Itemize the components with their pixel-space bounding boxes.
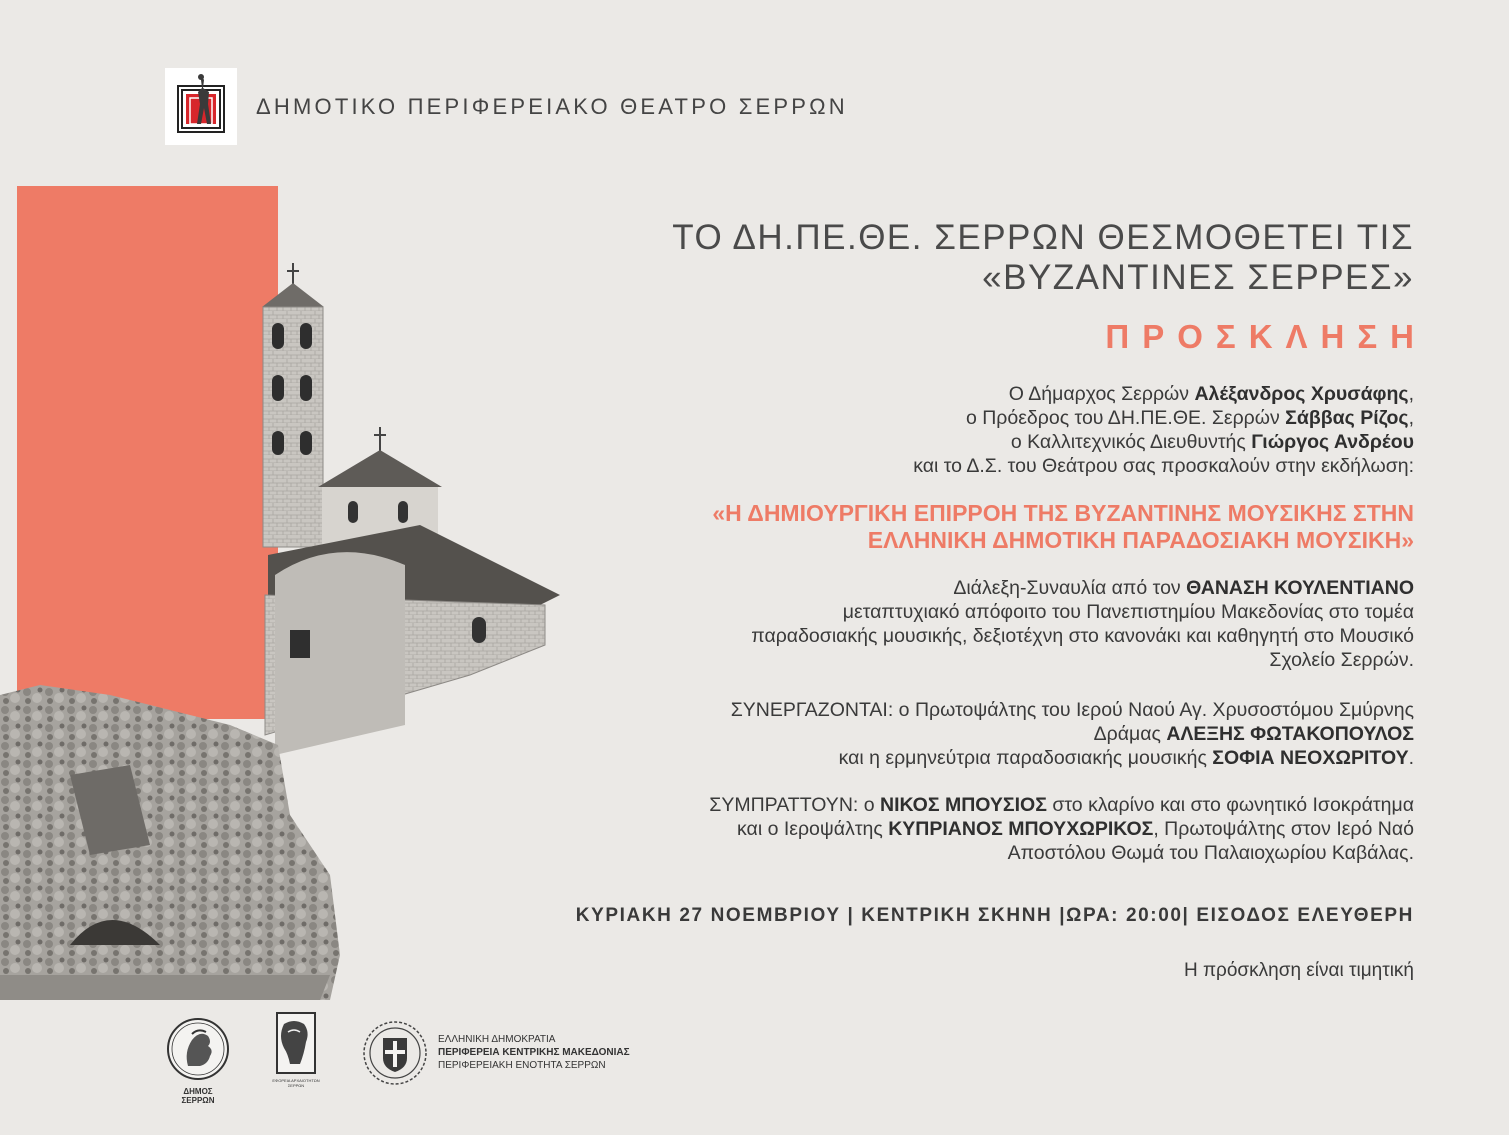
- greek-republic-emblem-icon: [362, 1020, 428, 1086]
- theatre-logo: [165, 68, 237, 145]
- director-name: Γιώργος Ανδρέου: [1251, 431, 1414, 453]
- region-text: [438, 1033, 630, 1072]
- hosts-text: Ο Δήμαρχος Σερρών: [1008, 383, 1195, 405]
- hosts-text: ο Καλλιτεχνικός Διευθυντής: [1010, 431, 1252, 453]
- honorary-note: Η πρόσκληση είναι τιμητική: [1183, 960, 1414, 981]
- event-title-line-2: ΕΛΛΗΝΙΚΗ ΔΗΜΟΤΙΚΗ ΠΑΡΑΔΟΣΙΑΚΗ ΜΟΥΣΙΚΗ»: [867, 527, 1414, 553]
- lecture-paragraph: [751, 576, 1414, 672]
- hosts-paragraph: [913, 382, 1414, 478]
- partners-text: στο κλαρίνο και στο φωνητικό Ισοκράτημα: [1046, 794, 1414, 816]
- president-name: Σάββας Ρίζος: [1285, 407, 1409, 429]
- lecturer-name: ΘΑΝΑΣΗ ΚΟΥΛΕΝΤΙΑΝΟ: [1186, 577, 1414, 599]
- hosts-line-1: [913, 382, 1414, 406]
- lecture-line-2: μεταπτυχιακό απόφοιτο του Πανεπιστημίου Μακεδονίας στο τομέα: [842, 601, 1414, 623]
- collab-text: και η ερμηνεύτρια παραδοσιακής μουσικής: [838, 747, 1213, 769]
- lecture-line-4: Σχολείο Σερρών.: [1269, 649, 1414, 671]
- lecture-text: Διάλεξη-Συναυλία από τον: [953, 577, 1187, 599]
- ephorate-label-line-1: ΕΦΟΡΕΙΑ ΑΡΧΑΙΟΤΗΤΩΝ: [272, 1078, 320, 1083]
- theatre-logo-mark: [165, 68, 237, 145]
- partners-text: , Πρωτοψάλτης στον Ιερό Ναό: [1153, 818, 1414, 840]
- event-title-line-1: «Η ΔΗΜΙΟΥΡΓΙΚΗ ΕΠΙΡΡΟΗ ΤΗΣ ΒΥΖΑΝΤΙΝΗΣ ΜΟΥΣΙΚΗΣ ΣΤΗΝ: [712, 500, 1414, 526]
- partners-line-3: Αποστόλου Θωμά του Παλαιοχωρίου Καβάλας.: [1007, 842, 1414, 864]
- hosts-text: ,: [1408, 407, 1414, 429]
- church-and-ruins-image: [0, 255, 570, 1015]
- partner-name-1: ΝΙΚΟΣ ΜΠΟΥΣΙΟΣ: [880, 794, 1047, 816]
- theatre-name: ΔΗΜΟΤΙΚΟ ΠΕΡΙΦΕΡΕΙΑΚΟ ΘΕΑΤΡΟ ΣΕΡΡΩΝ: [256, 94, 848, 119]
- heading-line-1: ΤΟ ΔΗ.ΠΕ.ΘΕ. ΣΕΡΡΩΝ ΘΕΣΜΟΘΕΤΕΙ ΤΙΣ: [672, 218, 1414, 257]
- collab-text: Δράμας: [1093, 723, 1167, 745]
- invitation-title: ΠΡΟΣΚΛΗΣΗ: [1105, 318, 1427, 355]
- hosts-line-3: [913, 430, 1414, 454]
- partners-text: και ο Ιεροψάλτης: [737, 818, 889, 840]
- partners-line-2: [709, 817, 1414, 841]
- ephorate-label-line-2: ΣΕΡΡΩΝ: [287, 1083, 305, 1088]
- collab-line-3: [731, 746, 1414, 770]
- partners-paragraph: [709, 793, 1414, 865]
- collaborator-name-1: ΑΛΕΞΗΣ ΦΩΤΑΚΟΠΟΥΛΟΣ: [1166, 723, 1414, 745]
- hosts-text: ο Πρόεδρος του ΔΗ.ΠΕ.ΘΕ. Σερρών: [965, 407, 1286, 429]
- collab-text: .: [1408, 747, 1414, 769]
- hosts-line-2: [913, 406, 1414, 430]
- region-line-1: ΕΛΛΗΝΙΚΗ ΔΗΜΟΚΡΑΤΙΑ: [438, 1034, 556, 1045]
- collab-line-1: ΣΥΝΕΡΓΑΖΟΝΤΑΙ: ο Πρωτοψάλτης του Ιερού Ναού Αγ. Χρυσοστόμου Σμύρνης: [730, 699, 1414, 721]
- region-name: ΠΕΡΙΦΕΡΕΙΑ ΚΕΝΤΡΙΚΗΣ ΜΑΚΕΔΟΝΙΑΣ: [438, 1047, 630, 1058]
- collaborator-name-2: ΣΟΦΙΑ ΝΕΟΧΩΡΙΤΟΥ: [1212, 747, 1409, 769]
- mayor-name: Αλέξανδρος Χρυσάφης: [1194, 383, 1409, 405]
- ephorate-logo-icon: [276, 1012, 316, 1074]
- municipality-coin-icon: [166, 1014, 230, 1084]
- lecture-line-3: παραδοσιακής μουσικής, δεξιοτέχνη στο κανονάκι και καθηγητή στο Μουσικό: [751, 625, 1414, 647]
- heading-line-2: «ΒΥΖΑΝΤΙΝΕΣ ΣΕΡΡΕΣ»: [982, 258, 1414, 297]
- event-info: ΚΥΡΙΑΚΗ 27 ΝΟΕΜΒΡΙΟΥ | ΚΕΝΤΡΙΚΗ ΣΚΗΝΗ |ΩΡΑ: 20:00| ΕΙΣΟΔΟΣ ΕΛΕΥΘΕΡΗ: [575, 905, 1414, 926]
- region-line-3: ΠΕΡΙΦΕΡΕΙΑΚΗ ΕΝΟΤΗΤΑ ΣΕΡΡΩΝ: [438, 1060, 606, 1071]
- partner-name-2: ΚΥΠΡΙΑΝΟΣ ΜΠΟΥΧΩΡΙΚΟΣ: [888, 818, 1154, 840]
- partners-text: ΣΥΜΠΡΑΤΤΟΥΝ: ο: [709, 794, 880, 816]
- hosts-text: ,: [1408, 383, 1414, 405]
- partners-line-1: [709, 793, 1414, 817]
- lecture-line-1: [751, 576, 1414, 600]
- collaborators-paragraph: [731, 698, 1414, 770]
- event-title: [712, 500, 1414, 554]
- hosts-line-4: και το Δ.Σ. του Θεάτρου σας προσκαλούν στην εκδήλωση:: [913, 455, 1414, 477]
- municipality-label: ΔΗΜΟΣ ΣΕΡΡΩΝ: [181, 1087, 215, 1105]
- ephorate-label: [268, 1078, 324, 1088]
- collab-line-2: [731, 722, 1414, 746]
- region-line-2: [438, 1046, 630, 1059]
